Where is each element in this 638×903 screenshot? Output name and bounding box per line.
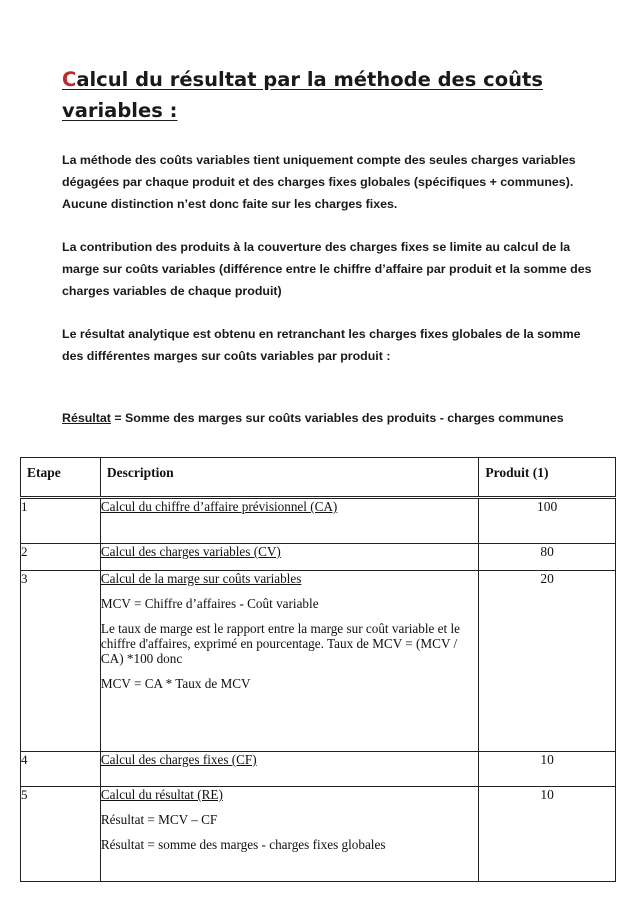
steps-table bbox=[20, 457, 616, 882]
row-description bbox=[100, 752, 478, 787]
row-description bbox=[100, 498, 478, 544]
row-detail: Résultat = MCV – CF bbox=[100, 812, 218, 827]
paragraph-contribution: La contribution des produits à la couverture des charges fixes se limite au calcul de la marge sur coûts variables (différence entre le chiffre d’affaire par produit et la somme des charges variables de chaque produit) bbox=[62, 240, 592, 298]
header-description: Description bbox=[100, 458, 478, 498]
header-produit: Produit (1) bbox=[479, 458, 616, 498]
table-row bbox=[21, 544, 616, 571]
row-detail: MCV = Chiffre d’affaires - Coût variable bbox=[100, 596, 319, 611]
row-etape: 3 bbox=[21, 571, 101, 752]
row-produit: 100 bbox=[479, 498, 616, 544]
row-title: Calcul des charges fixes (CF) bbox=[100, 752, 257, 767]
row-description bbox=[100, 571, 478, 752]
row-etape: 4 bbox=[21, 752, 101, 787]
row-title: Calcul du chiffre d’affaire prévisionnel (CA) bbox=[100, 499, 338, 514]
page-title bbox=[62, 64, 582, 126]
row-etape: 5 bbox=[21, 787, 101, 882]
header-etape: Etape bbox=[21, 458, 101, 498]
table-header-row bbox=[21, 458, 616, 498]
row-produit: 10 bbox=[479, 787, 616, 882]
row-description bbox=[100, 787, 478, 882]
row-title: Calcul de la marge sur coûts variables bbox=[100, 571, 302, 586]
paragraph-result-formula bbox=[62, 407, 592, 429]
title-line-1 bbox=[62, 68, 543, 91]
row-produit: 20 bbox=[479, 571, 616, 752]
row-detail: Le taux de marge est le rapport entre la marge sur coût variable et le chiffre d'affaires, exprimé en pourcentage. Taux de MCV = (MCV / CA) *100 donc bbox=[100, 621, 460, 666]
row-detail: MCV = CA * Taux de MCV bbox=[100, 676, 251, 691]
title-line-2: variables : bbox=[62, 99, 178, 122]
table-row bbox=[21, 571, 616, 752]
table-row bbox=[21, 752, 616, 787]
paragraph-method-description: La méthode des coûts variables tient uniquement compte des seules charges variables dégagées par chaque produit et des charges fixes globales (spécifiques + communes). Aucune distinction n’est donc faite sur les charges fixes. bbox=[62, 153, 576, 211]
row-description bbox=[100, 544, 478, 571]
paragraph-analytic-result: Le résultat analytique est obtenu en retranchant les charges fixes globales de la somme des différentes marges sur coûts variables par produit : bbox=[62, 327, 581, 363]
row-etape: 2 bbox=[21, 544, 101, 571]
row-title: Calcul du résultat (RE) bbox=[100, 787, 223, 802]
row-title: Calcul des charges variables (CV) bbox=[100, 544, 281, 559]
row-etape: 1 bbox=[21, 498, 101, 544]
table-row bbox=[21, 498, 616, 544]
result-formula-text: = Somme des marges sur coûts variables des produits - charges communes bbox=[110, 411, 564, 425]
row-detail: Résultat = somme des marges - charges fixes globales bbox=[100, 837, 386, 852]
row-produit: 10 bbox=[479, 752, 616, 787]
table-row bbox=[21, 787, 616, 882]
title-line-1-rest: alcul du résultat par la méthode des coûts bbox=[76, 68, 543, 91]
title-first-letter: C bbox=[62, 68, 77, 91]
row-produit: 80 bbox=[479, 544, 616, 571]
result-label: Résultat bbox=[62, 411, 111, 425]
